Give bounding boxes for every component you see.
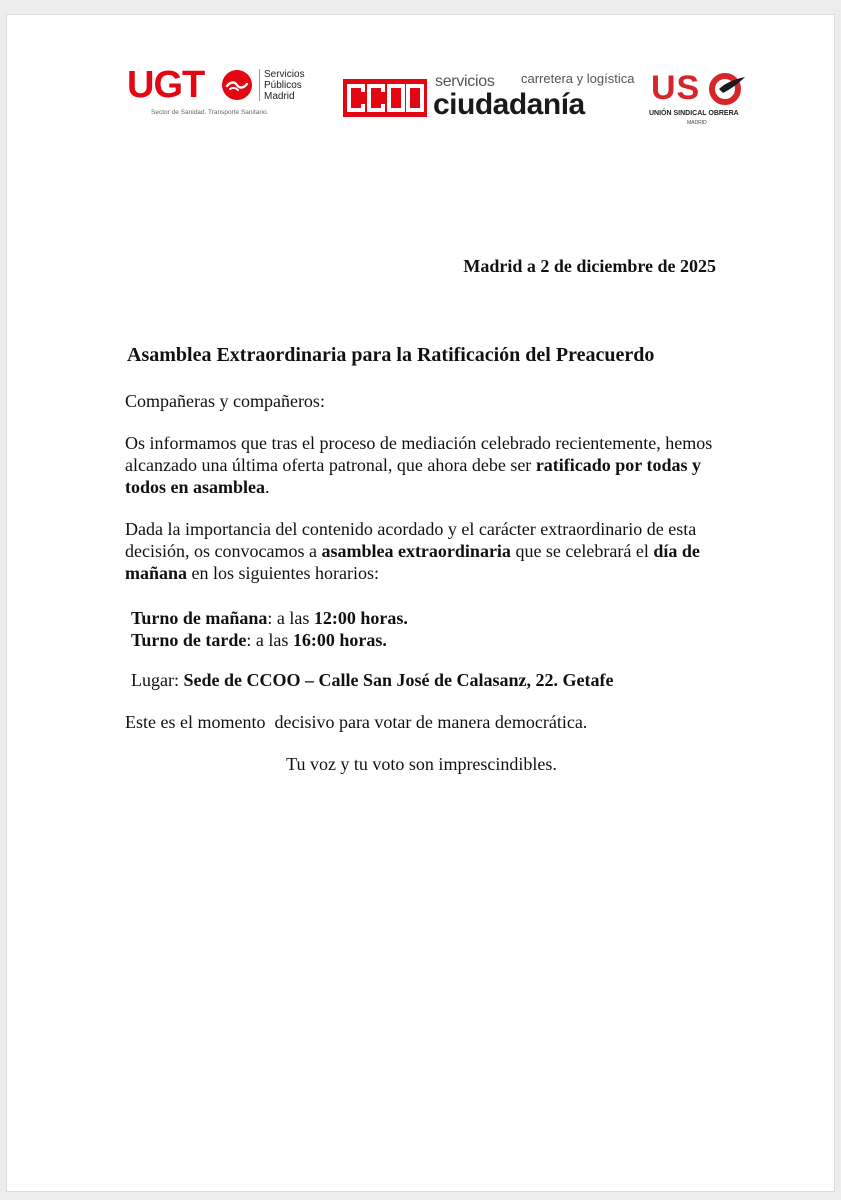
moment-line: Este es el momento decisivo para votar de manera democrática. xyxy=(125,712,588,732)
document-page xyxy=(6,14,835,1192)
uso-region: MADRID xyxy=(687,120,707,126)
meeting-place xyxy=(131,670,613,691)
ccoo-servicios: servicios xyxy=(435,73,495,90)
shift-time: 16:00 horas. xyxy=(292,630,387,650)
ugt-logo-wordmark: UGT xyxy=(127,64,205,106)
uso-wordmark: US xyxy=(651,69,701,107)
convocation-text: en los siguientes horarios: xyxy=(187,563,379,583)
uso-emblem-icon xyxy=(709,73,747,105)
ccoo-sector: carretera y logística xyxy=(521,71,635,86)
convocation-text: que se celebrará el xyxy=(510,541,654,561)
shift-text: : a las xyxy=(267,608,314,628)
convocation-bold: día de mañana xyxy=(125,541,700,583)
intro-end: . xyxy=(265,477,270,497)
place-value: Sede de CCOO – Calle San José de Calasanz, 22. Getafe xyxy=(183,670,614,690)
ugt-label-line: Madrid xyxy=(264,91,295,102)
convocation-bold: asamblea extraordinaria xyxy=(321,541,511,561)
ccoo-logo xyxy=(343,65,635,127)
ugt-divider xyxy=(259,69,260,101)
shift-morning xyxy=(131,607,408,629)
shift-time: 12:00 horas. xyxy=(313,608,408,628)
uso-subtitle: UNIÓN SINDICAL OBRERA xyxy=(649,110,739,117)
intro-paragraph xyxy=(125,432,715,498)
greeting: Compañeras y compañeros: xyxy=(125,391,325,411)
ugt-handshake-icon xyxy=(221,69,253,101)
ccoo-ciudadania: ciudadanía xyxy=(433,88,585,121)
uso-logo xyxy=(647,69,767,129)
ugt-label-line: Públicos xyxy=(264,80,302,91)
intro-bold: ratificado por todas y todos en asamblea xyxy=(125,455,701,497)
place-label: Lugar: xyxy=(131,670,184,690)
ugt-logo xyxy=(127,65,317,125)
shift-name: Turno de mañana xyxy=(131,608,268,628)
shift-text: : a las xyxy=(246,630,293,650)
ugt-subtitle: Sector de Sanidad. Transporte Sanitario. xyxy=(151,109,269,116)
shift-name: Turno de tarde xyxy=(131,630,247,650)
document-date: Madrid a 2 de diciembre de 2025 xyxy=(463,256,716,276)
document-title: Asamblea Extraordinaria para la Ratificación del Preacuerdo xyxy=(127,344,655,366)
intro-text: Os informamos que tras el proceso de mediación celebrado recientemente, hemos alcanzado una última oferta patronal, que ahora debe ser xyxy=(125,433,713,475)
convocation-paragraph xyxy=(125,518,715,584)
ugt-label-line: Servicios xyxy=(264,69,305,80)
ccoo-wordmark-icon xyxy=(343,79,427,117)
shift-afternoon xyxy=(131,629,387,651)
convocation-text: Dada la importancia del contenido acordado y el carácter extraordinario de esta decisión, os convocamos a xyxy=(125,519,697,561)
closing-line: Tu voz y tu voto son imprescindibles. xyxy=(286,754,557,774)
ugt-label xyxy=(264,69,305,102)
